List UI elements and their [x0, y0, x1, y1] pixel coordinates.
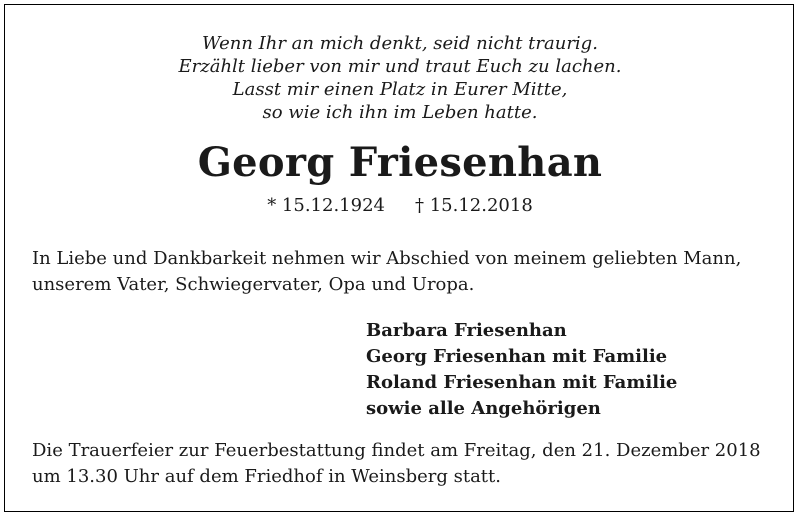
poem-line: Lasst mir einen Platz in Eurer Mitte, — [232, 79, 568, 100]
tribute-line: unserem Vater, Schwiegervater, Opa und Uropa. — [32, 274, 475, 295]
mourner-name: sowie alle Angehörigen — [366, 398, 601, 419]
death-date: † 15.12.2018 — [415, 195, 533, 216]
deceased-name: Georg Friesenhan — [197, 139, 603, 186]
poem-line: Wenn Ihr an mich denkt, seid nicht traurig. — [202, 33, 598, 54]
mourners-list — [366, 318, 677, 422]
tribute-text — [32, 246, 792, 298]
service-details — [32, 438, 792, 490]
mourner-name: Roland Friesenhan mit Familie — [366, 372, 678, 393]
service-line: Die Trauerfeier zur Feuerbestattung findet am Freitag, den 21. Dezember 2018 — [32, 440, 761, 461]
poem-line: Erzählt lieber von mir und traut Euch zu lachen. — [178, 56, 622, 77]
mourner-name: Barbara Friesenhan — [366, 320, 567, 341]
service-line: um 13.30 Uhr auf dem Friedhof in Weinsberg statt. — [32, 466, 501, 487]
tribute-line: In Liebe und Dankbarkeit nehmen wir Abschied von meinem geliebten Mann, — [32, 248, 742, 269]
birth-date: * 15.12.1924 — [267, 195, 385, 216]
poem-line: so wie ich ihn im Leben hatte. — [262, 102, 538, 123]
mourner-name: Georg Friesenhan mit Familie — [366, 346, 668, 367]
life-dates — [0, 194, 800, 218]
memorial-poem — [0, 32, 800, 124]
